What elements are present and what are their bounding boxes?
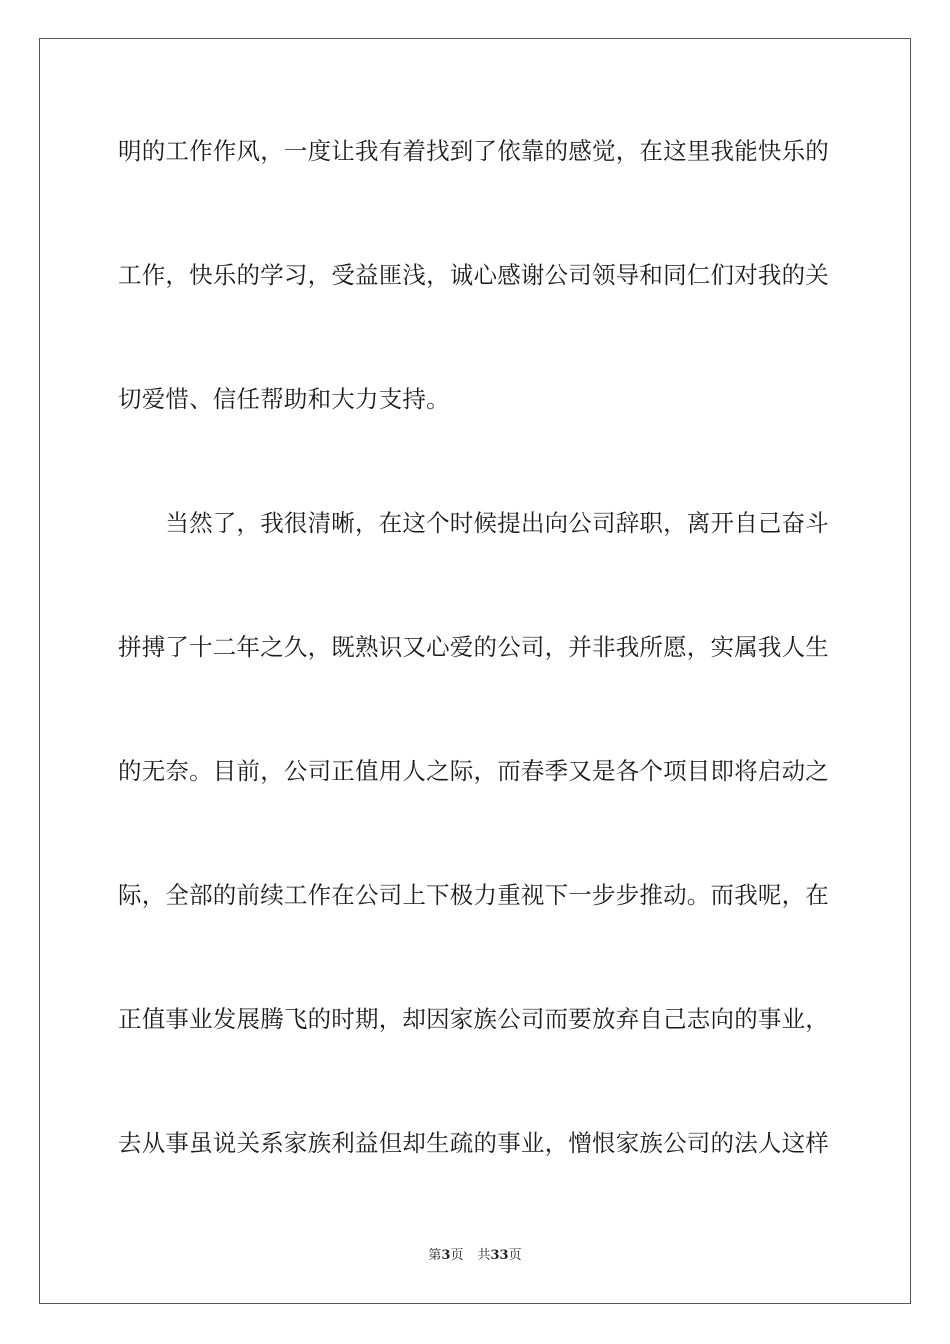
body-line-5: 拼搏了十二年之久，既熟识又心爱的公司，并非我所愿，实属我人生 <box>118 633 829 661</box>
page-border <box>39 38 911 1304</box>
footer-total-suffix: 页 <box>508 1248 522 1263</box>
body-line-3: 切爱惜、信任帮助和大力支持。 <box>118 385 450 413</box>
footer-page-prefix: 第 <box>428 1248 442 1263</box>
body-line-1: 明的工作作风，一度让我有着找到了依靠的感觉，在这里我能快乐的 <box>118 137 829 165</box>
page-footer <box>0 1247 950 1265</box>
footer-total-prefix: 共 <box>477 1248 491 1263</box>
body-line-8: 正值事业发展腾飞的时期，却因家族公司而要放弃自己志向的事业， <box>118 1005 829 1033</box>
footer-page-number: 3 <box>441 1248 451 1263</box>
body-line-9: 去从事虽说关系家族利益但却生疏的事业，憎恨家族公司的法人这样 <box>118 1129 829 1157</box>
footer-total-pages: 33 <box>490 1248 509 1263</box>
body-line-7: 际，全部的前续工作在公司上下极力重视下一步步推动。而我呢，在 <box>118 881 829 909</box>
body-line-2: 工作，快乐的学习，受益匪浅，诚心感谢公司领导和同仁们对我的关 <box>118 261 829 289</box>
body-line-4: 当然了，我很清晰，在这个时候提出向公司辞职，离开自己奋斗 <box>118 509 829 537</box>
footer-page-suffix: 页 <box>450 1248 464 1263</box>
body-line-6: 的无奈。目前，公司正值用人之际，而春季又是各个项目即将启动之 <box>118 757 829 785</box>
